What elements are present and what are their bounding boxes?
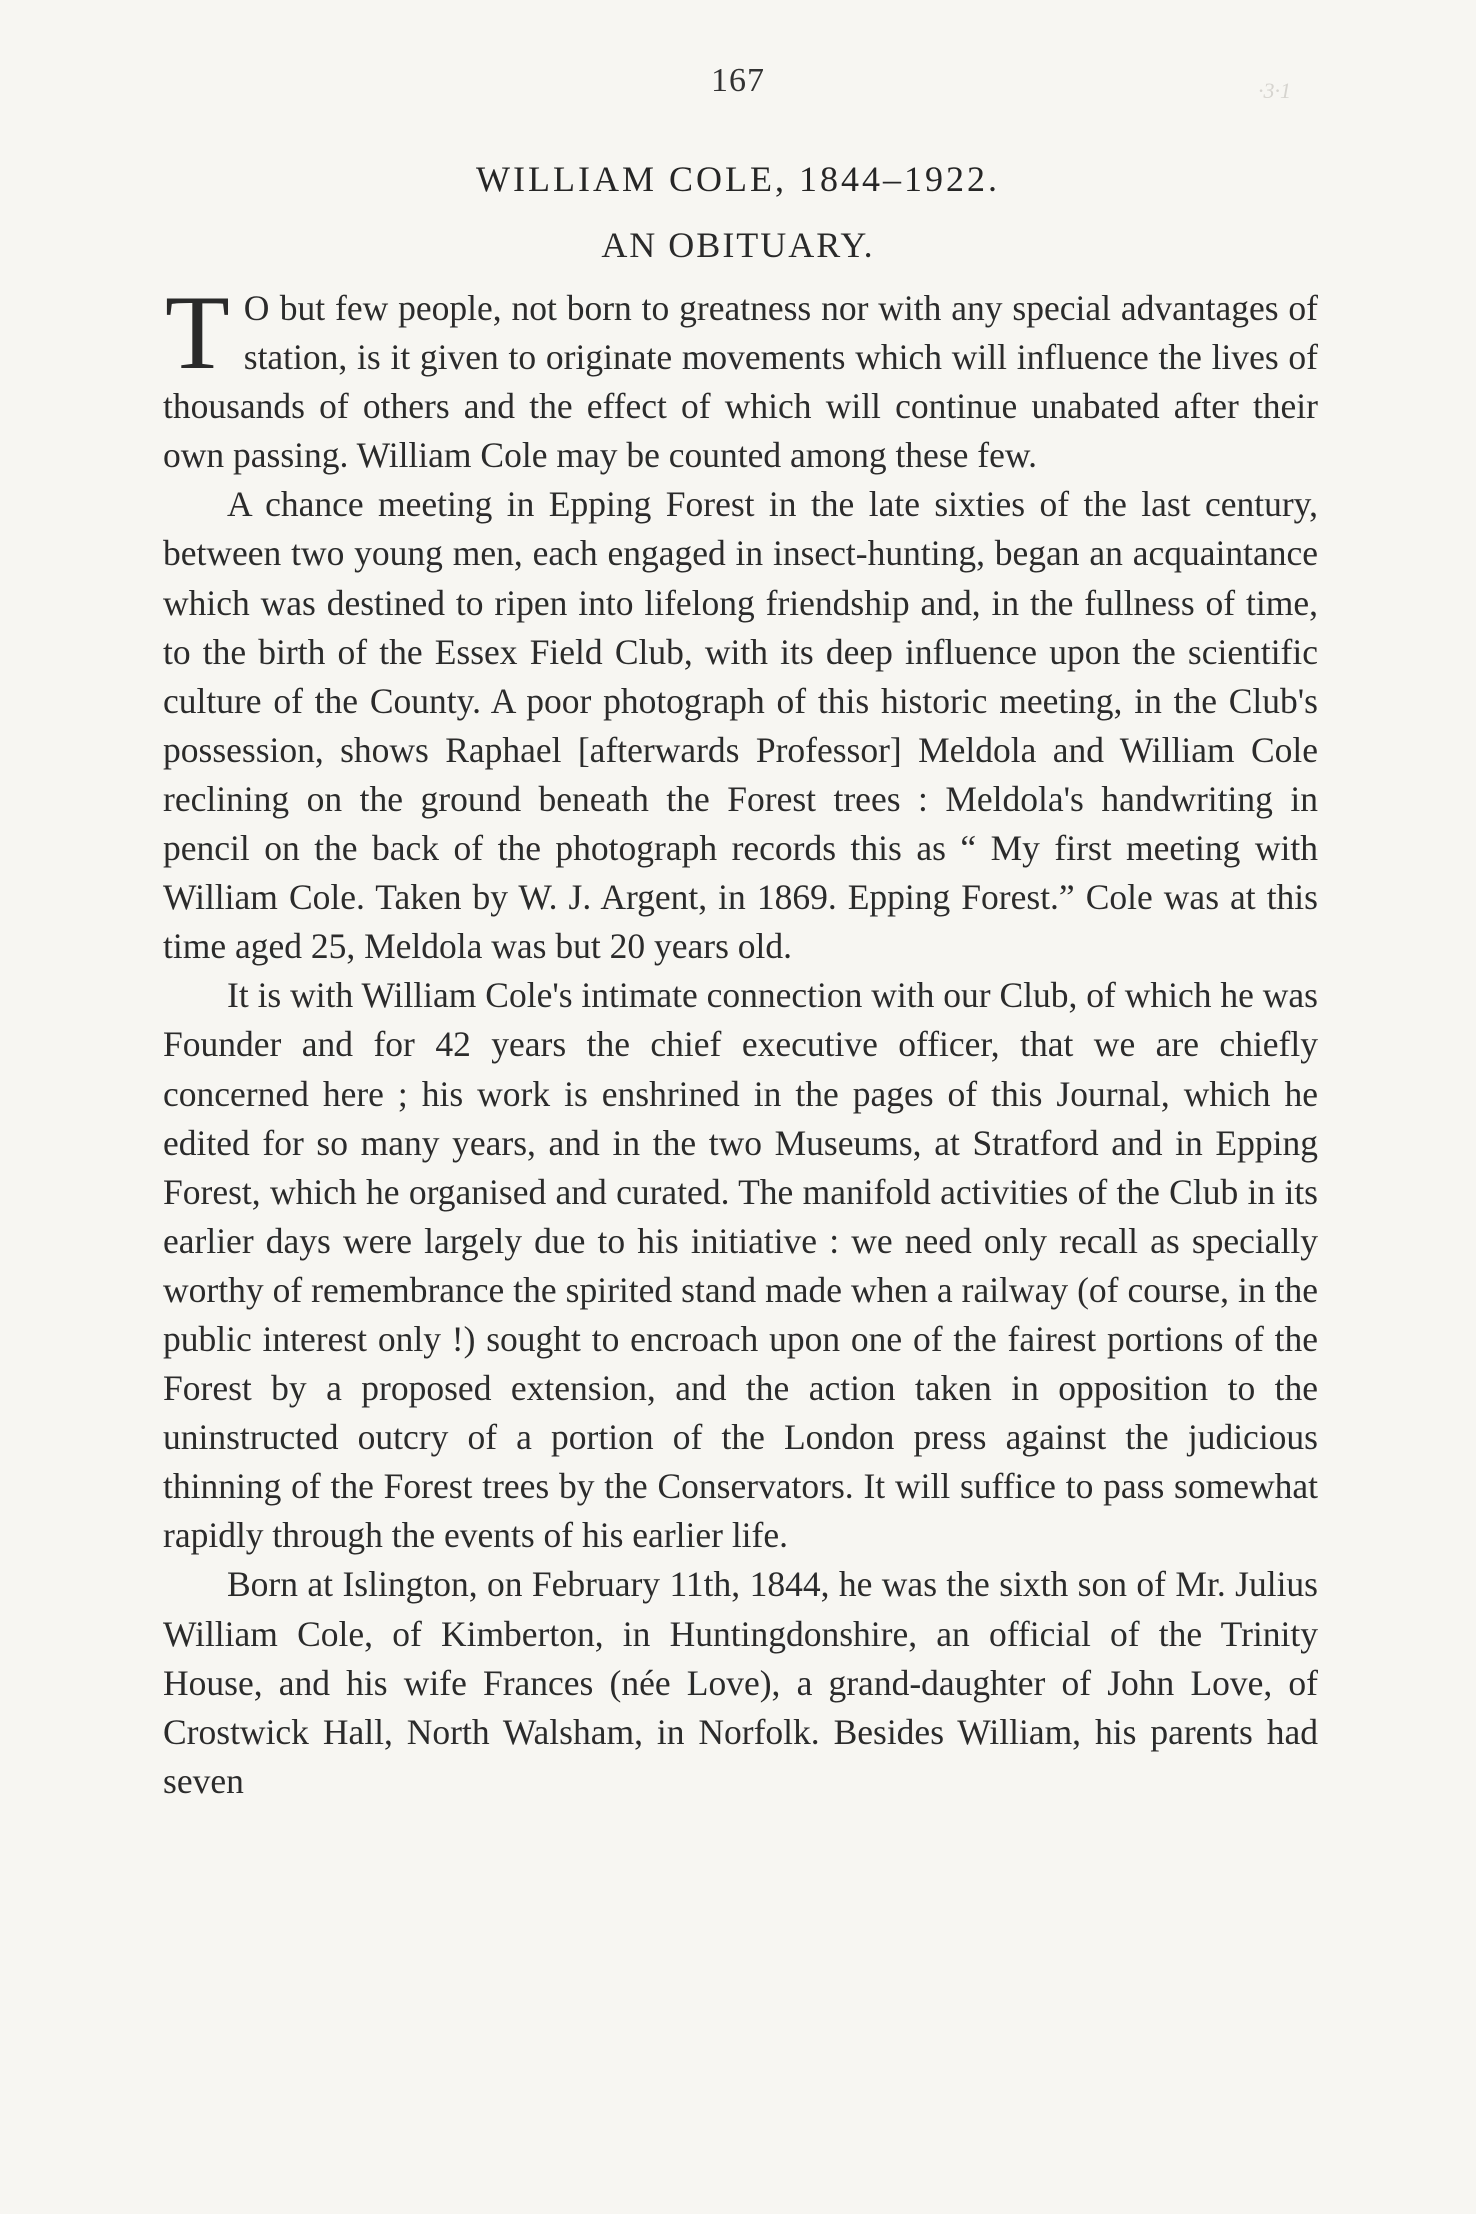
- article-body: [163, 274, 1318, 1806]
- article-subtitle: AN OBITUARY.: [601, 225, 875, 265]
- paragraph-3: It is with William Cole's intimate connection with our Club, of which he was Founder and for 42 years the chief executive officer, that we are chiefly concerned here ; his work is enshrined in the pages of this Journal, which he edited for so many years, and in the two Museums, at Stratford and in Epping Forest, which he organised and curated. The manifold activities of the Club in its earlier days were largely due to his initiative : we need only recall as specially worthy of remembrance the spirited stand made when a railway (of course, in the public interest only !) sought to encroach upon one of the fairest portions of the Forest by a proposed extension, and the action taken in opposition to the uninstructed outcry of a portion of the London press against the judicious thinning of the Forest trees by the Conservators. It will suffice to pass somewhat rapidly through the events of his earlier life.: [163, 975, 1318, 1556]
- faint-stamp-mark: ·3·1: [1258, 78, 1291, 103]
- drop-cap: T: [165, 274, 230, 391]
- page-number: 167: [711, 62, 765, 99]
- article-title: WILLIAM COLE, 1844–1922.: [476, 159, 1000, 199]
- paragraph-1-lead: O: [243, 288, 270, 328]
- paragraph-4: Born at Islington, on February 11th, 1844, he was the sixth son of Mr. Julius William Cole, of Kimberton, in Huntingdonshire, an official of the Trinity House, and his wife Frances (née Love), a grand-daughter of John Love, of Crostwick Hall, North Walsham, in Norfolk. Besides William, his parents had seven: [163, 1564, 1318, 1801]
- paragraph-1: [163, 274, 1318, 480]
- paragraph-2: A chance meeting in Epping Forest in the late sixties of the last century, between two young men, each engaged in insect-hunting, began an acquaintance which was destined to ripen into lifelong friendship and, in the fullness of time, to the birth of the Essex Field Club, with its deep influence upon the scientific culture of the County. A poor photograph of this historic meeting, in the Club's possession, shows Raphael [afterwards Professor] Meldola and William Cole reclining on the ground beneath the Forest trees : Meldola's handwriting in pencil on the back of the photograph records this as “ My first meeting with William Cole. Taken by W. J. Argent, in 1869. Epping Forest.” Cole was at this time aged 25, Meldola was but 20 years old.: [163, 484, 1318, 967]
- paragraph-1-text: but few people, not born to greatness nor with any special advantages of station, is it given to originate movements which will influence the lives of thousands of others and the effect of which will continue unabated after their own passing. William Cole may be counted among these few.: [163, 288, 1318, 476]
